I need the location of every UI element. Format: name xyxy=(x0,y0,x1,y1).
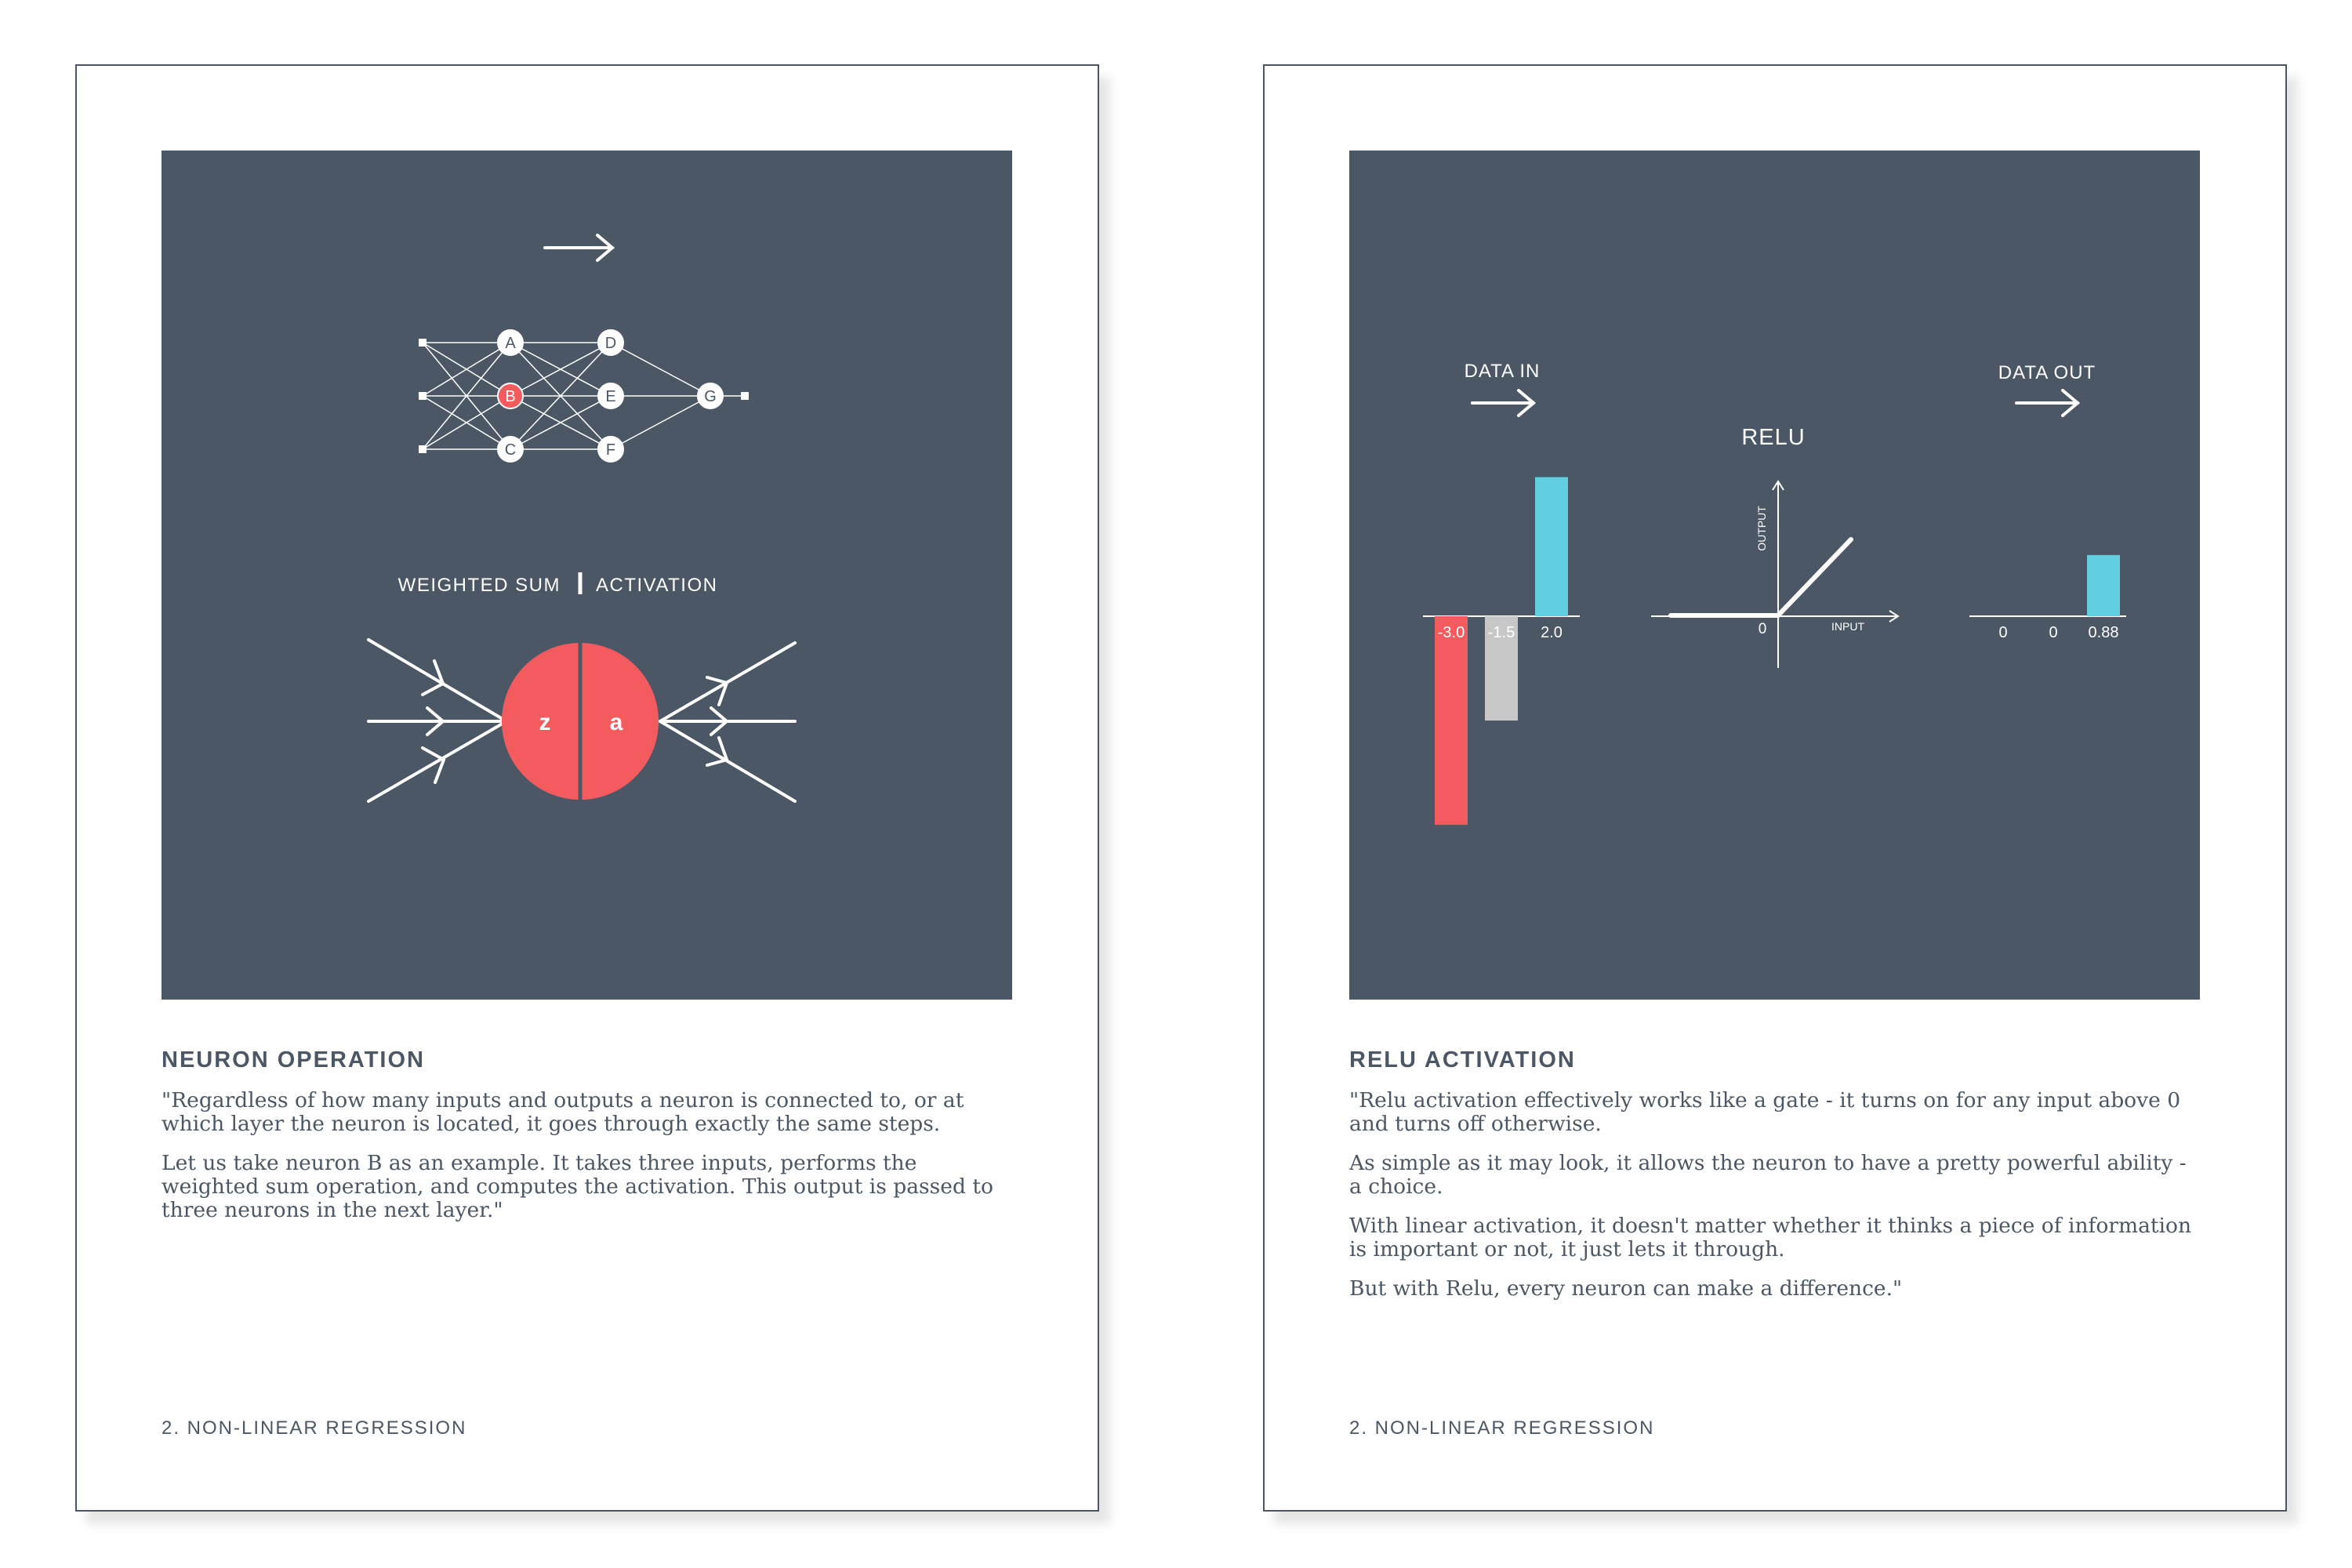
bar xyxy=(2087,555,2120,616)
node-label: B xyxy=(505,388,516,405)
weighted-sum-label: WEIGHTED SUM xyxy=(397,575,561,596)
node-label: D xyxy=(604,335,617,352)
data-out-arrow-icon xyxy=(2016,390,2078,416)
neuron-figure xyxy=(162,151,1012,1000)
activation-symbol: a xyxy=(609,710,623,735)
relu-label: RELU xyxy=(1741,425,1806,450)
network-connections xyxy=(423,343,745,449)
node-label: F xyxy=(605,441,616,459)
relu-figure xyxy=(1349,151,2200,1000)
page-title: RELU ACTIVATION xyxy=(1349,1047,1576,1073)
neuron-figure-panel xyxy=(162,151,1012,1000)
bar-value-label: 0.88 xyxy=(2088,624,2119,641)
weighted-sum-symbol: z xyxy=(539,710,551,735)
network-edge xyxy=(611,396,710,449)
body-text xyxy=(1349,1089,2204,1316)
paragraph: Let us take neuron B as an example. It takes three inputs, performs the weighted sum operation, and computes the activation. This output is passed to three neurons in the next layer." xyxy=(162,1151,993,1222)
node-label: G xyxy=(704,388,717,405)
bar-value-label: 2.0 xyxy=(1541,624,1563,641)
page-neuron-operation xyxy=(75,64,1099,1512)
neuron-input-arrows xyxy=(368,640,506,801)
data-in-arrow-icon xyxy=(1472,390,1534,416)
neuron-output-arrows xyxy=(660,643,795,801)
data-out-bars xyxy=(1998,555,2120,641)
network-edge xyxy=(611,343,710,396)
data-out-label: DATA OUT xyxy=(1998,362,2096,383)
node-label: A xyxy=(505,335,516,352)
node-label: E xyxy=(605,388,616,405)
right-arrow-icon xyxy=(545,235,612,260)
page-footer: 2. NON-LINEAR REGRESSION xyxy=(162,1417,467,1439)
bar-value-label: -1.5 xyxy=(1487,624,1515,641)
paragraph: "Relu activation effectively works like a gate - it turns on for any input above 0 and turns off otherwise. xyxy=(1349,1088,2181,1136)
origin-label: 0 xyxy=(1758,621,1767,637)
node-label: C xyxy=(504,441,517,459)
body-text xyxy=(162,1089,1016,1238)
data-in-label: DATA IN xyxy=(1464,361,1541,382)
relu-figure-panel xyxy=(1349,151,2200,1000)
page-title: NEURON OPERATION xyxy=(162,1047,425,1073)
bar-value-label: -3.0 xyxy=(1437,624,1465,641)
bar-value-label: 0 xyxy=(2049,624,2058,641)
paragraph: With linear activation, it doesn't matter whether it thinks a piece of information is important or not, it just lets it through. xyxy=(1349,1214,2192,1261)
input-terminal xyxy=(419,445,426,453)
bar xyxy=(1435,616,1468,825)
paragraph: As simple as it may look, it allows the neuron to have a pretty powerful ability - a choice. xyxy=(1349,1151,2187,1199)
input-axis-label: INPUT xyxy=(1831,620,1864,633)
page-footer: 2. NON-LINEAR REGRESSION xyxy=(1349,1417,1655,1439)
output-axis-label: OUTPUT xyxy=(1755,506,1768,551)
bar xyxy=(1535,477,1568,616)
input-terminal xyxy=(419,339,426,347)
bar-value-label: 0 xyxy=(1998,624,2008,641)
data-in-bars xyxy=(1435,477,1568,826)
output-terminal xyxy=(741,392,749,400)
input-terminal xyxy=(419,392,426,400)
paragraph: But with Relu, every neuron can make a difference." xyxy=(1349,1276,1903,1301)
page-relu-activation xyxy=(1263,64,2287,1512)
paragraph: "Regardless of how many inputs and outputs a neuron is connected to, or at which layer the neuron is located, it goes through exactly the same steps. xyxy=(162,1088,964,1136)
relu-axes xyxy=(1651,481,1898,668)
activation-label: ACTIVATION xyxy=(596,575,718,596)
